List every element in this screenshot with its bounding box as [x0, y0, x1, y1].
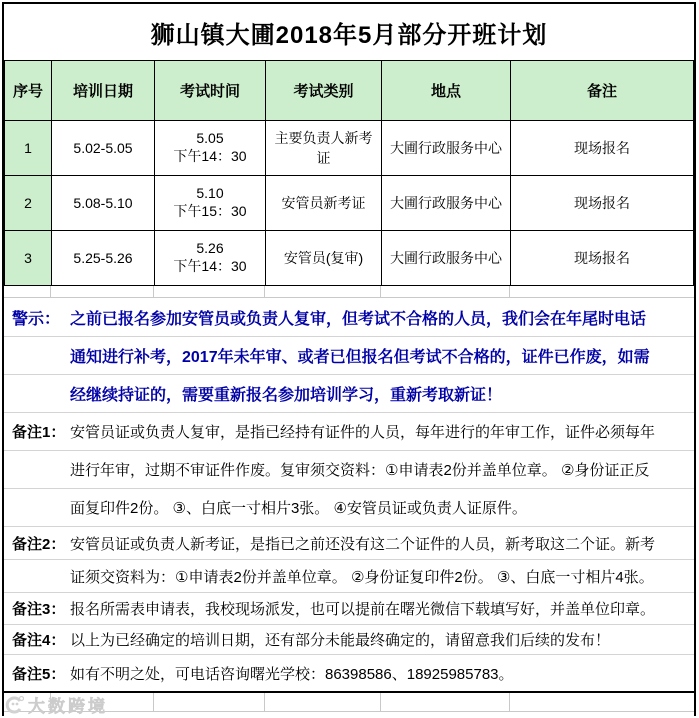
note-text: 以上为已经确定的培训日期，还有部分未能最终确定的，请留意我们后续的发布！: [70, 632, 611, 649]
exam-time-hour: 下午15：30: [173, 203, 247, 219]
title-block: [4, 4, 694, 60]
warning-label: 警示：: [12, 310, 61, 328]
note-text: 安管员证或负责人新考证，是指已之前还没有这二个证件的人员，新考取这二个证。新考: [70, 535, 656, 553]
cell-remark: 现场报名: [511, 231, 694, 286]
empty-grid-row: [4, 286, 694, 298]
header-seq: 序号: [5, 61, 52, 121]
header-train-date: 培训日期: [52, 61, 155, 121]
cell-exam-type: 安管员新考证: [266, 176, 382, 231]
cell-train-date: 5.08-5.10: [52, 176, 155, 231]
grid-cell: [154, 286, 265, 297]
cell-exam-time: [155, 176, 266, 231]
note-line: [4, 559, 694, 592]
exam-time-hour: 下午14：30: [173, 258, 247, 274]
note-line: [4, 526, 694, 559]
watermark-text: 大数跨境: [28, 697, 108, 716]
note-label: 备注3：: [12, 601, 66, 618]
cell-exam-type: 主要负责人新考证: [266, 121, 382, 176]
warning-text: 之前已报名参加安管员或负责人复审，但考试不合格的人员，我们会在年尾时电话: [70, 310, 647, 328]
note-text: 面复印件2份。 ③、白底一寸相片3张。 ④安管员证或负责人证原件。: [70, 500, 527, 517]
table-row: [5, 231, 694, 286]
grid-cell: [51, 286, 154, 297]
cell-exam-time: [155, 121, 266, 176]
page-title: 狮山镇大圃2018年5月部分开班计划: [150, 21, 548, 49]
note-text: 安管员证或负责人复审，是指已经持有证件的人员，每年进行的年审工作，证件必须每年: [70, 424, 656, 441]
grid-cell: [381, 693, 510, 711]
note-label: 备注5：: [12, 665, 66, 683]
cell-location: 大圃行政服务中心: [382, 231, 511, 286]
cell-seq: 2: [5, 176, 52, 231]
table-row: [5, 121, 694, 176]
header-exam-time: 考试时间: [155, 61, 266, 121]
exam-time-hour: 下午14：30: [173, 148, 247, 164]
watermark: [4, 692, 108, 717]
warning-line: [4, 298, 694, 336]
note-label: 备注1：: [12, 424, 66, 441]
spreadsheet-document: [2, 2, 696, 716]
grid-cell: [265, 286, 381, 297]
watermark-logo-icon: [4, 695, 24, 715]
header-remark: 备注: [511, 61, 694, 121]
cell-train-date: 5.25-5.26: [52, 231, 155, 286]
warning-line: [4, 374, 694, 412]
note-line: [4, 488, 694, 526]
note-line: [4, 624, 694, 654]
note-line: [4, 654, 694, 691]
note-line: [4, 412, 694, 450]
grid-cell: [381, 286, 510, 297]
note-text: 报名所需表申请表，我校现场派发，也可以提前在曙光微信下载填写好，并盖单位印章。: [70, 601, 656, 618]
warning-line: [4, 336, 694, 374]
cell-remark: 现场报名: [511, 121, 694, 176]
cell-exam-time: [155, 231, 266, 286]
note-text: 如有不明之处，可电话咨询曙光学校：86398586、18925985783。: [70, 665, 514, 683]
note-line: [4, 450, 694, 488]
table-header-row: [5, 61, 694, 121]
exam-time-date: 5.05: [196, 130, 224, 146]
exam-time-date: 5.26: [196, 240, 224, 256]
warning-text: 经继续持证的，需要重新报名参加培训学习，重新考取新证！: [70, 387, 503, 404]
note-text: 证须交资料为：①申请表2份并盖单位章。 ②身份证复印件2份。 ③、白底一寸相片4张。: [70, 568, 654, 586]
grid-cell: [4, 286, 51, 297]
header-exam-type: 考试类别: [266, 61, 382, 121]
note-line: [4, 592, 694, 624]
note-label: 备注2：: [12, 535, 66, 553]
cell-seq: 1: [5, 121, 52, 176]
grid-cell: [265, 693, 381, 711]
table-row: [5, 176, 694, 231]
header-location: 地点: [382, 61, 511, 121]
note-text: 进行年审，过期不审证件作废。复审须交资料：①申请表2份并盖单位章。 ②身份证正反: [70, 462, 650, 479]
cell-location: 大圃行政服务中心: [382, 176, 511, 231]
cell-seq: 3: [5, 231, 52, 286]
cell-train-date: 5.02-5.05: [52, 121, 155, 176]
note-label: 备注4：: [12, 632, 66, 649]
schedule-table: [4, 60, 694, 286]
exam-time-date: 5.10: [196, 185, 224, 201]
grid-cell: [154, 693, 265, 711]
cell-remark: 现场报名: [511, 176, 694, 231]
cell-location: 大圃行政服务中心: [382, 121, 511, 176]
cell-exam-type: 安管员(复审): [266, 231, 382, 286]
warning-text: 通知进行补考，2017年未年审、或者已但报名但考试不合格的，证件已作废，如需: [70, 349, 650, 366]
